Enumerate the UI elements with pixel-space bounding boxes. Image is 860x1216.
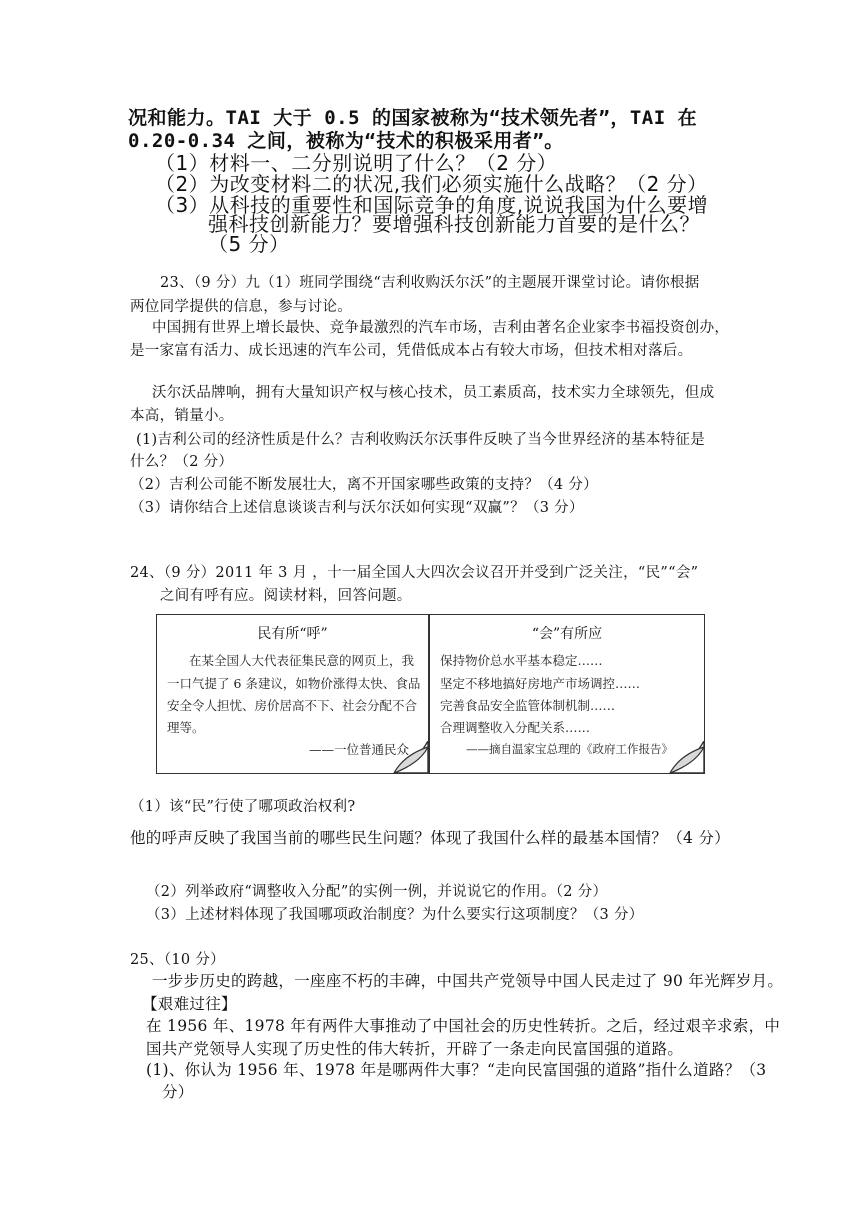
q25-line-4: 在 1956 年、1978 年有两件大事推动了中国社会的历史性转折。之后，经过艰辛求索，中 [146, 1017, 781, 1035]
card-congress-line: 完善食品安全监管体制机制…… [440, 698, 616, 713]
q23-line-1: 23、（9 分）九（1）班同学围绕“吉利收购沃尔沃”的主题展开课堂讨论。请你根据 [160, 275, 700, 291]
card-congress-line: 坚定不移地搞好房地产市场调控…… [440, 676, 641, 691]
card-congress-line: 保持物价总水平基本稳定…… [440, 653, 603, 668]
card-congress-line: 合理调整收入分配关系…… [440, 720, 591, 735]
card-people-line: 安全令人担忧、房价居高不下、社会分配不合 [167, 698, 418, 713]
q25-sub-1a: (1)、你认为 1956 年、1978 年是哪两件大事？“走向民富国强的道路”指什么道路？（3 [146, 1061, 767, 1079]
q25-line-2: 一步步历史的跨越，一座座不朽的丰碑，中国共产党领导中国人民走过了 90 年光辉岁月。 [152, 972, 784, 990]
top-line-2: 0.20-0.34 之间，被称为“技术的积极采用者”。 [128, 130, 564, 152]
q23-line-2: 两位同学提供的信息，参与讨论。 [130, 299, 352, 315]
q25-line-5: 国共产党领导人实现了历史性的伟大转折，开辟了一条走向民富国强的道路。 [146, 1040, 684, 1058]
card-people-voice [156, 614, 429, 774]
q24-line-2: 之间有呼有应。阅读材料，回答问题。 [160, 588, 412, 604]
q25-sub-1b: 分） [162, 1083, 194, 1101]
top-question-3b: 强科技创新能力？要增强科技创新能力首要的是什么？ [208, 212, 700, 236]
card-people-title: 民有所“呼” [257, 626, 328, 642]
page-curl-icon [666, 741, 706, 775]
card-congress-title: “会”有所应 [531, 626, 603, 642]
q23-para2-a: 沃尔沃品牌响，拥有大量知识产权与核心技术，员工素质高，技术实力全球领先，但成 [152, 385, 715, 401]
card-people-line: 在某全国人大代表征集民意的网页上，我 [189, 653, 415, 668]
top-question-3a: （3）从科技的重要性和国际竞争的角度,说说我国为什么要增 [155, 193, 709, 217]
top-question-2: （2）为改变材料二的状况,我们必须实施什么战略？（2 分） [155, 172, 708, 196]
top-line-1: 况和能力。TAI 大于 0.5 的国家被称为“技术领先者”，TAI 在 [128, 107, 698, 129]
card-congress-sign: ——摘自温家宝总理的《政府工作报告》 [466, 742, 673, 756]
card-people-line: 理等。 [167, 720, 205, 735]
card-people-sign: ——一位普通民众 [309, 742, 410, 757]
page-curl-icon [390, 741, 430, 775]
card-people-line: 一口气提了 6 条建议，如物价涨得太快、食品 [167, 676, 421, 691]
q23-sub-2: （2）吉利公司能不断发展壮大，离不开国家哪些政策的支持？（4 分） [130, 477, 598, 493]
q24-line-1: 24、（9 分）2011 年 3 月 ，十一届全国人大四次会议召开并受到广泛关注，“民”“会” [130, 565, 699, 581]
q24-sub-2: （2）列举政府“调整收入分配”的实例一例，并说说它的作用。（2 分） [146, 884, 608, 900]
q23-para1-b: 是一家富有活力、成长迅速的汽车公司，凭借低成本占有较大市场，但技术相对落后。 [130, 343, 693, 359]
q24-sub-1b: 他的呼声反映了我国当前的哪些民生问题？体现了我国什么样的最基本国情？（4 分） [130, 829, 730, 847]
q24-sub-3: （3）上述材料体现了我国哪项政治制度？为什么要实行这项制度？（3 分） [146, 907, 644, 923]
top-question-3c: （5 分） [208, 232, 290, 256]
q24-sub-1: （1）该“民”行使了哪项政治权利? [130, 799, 356, 815]
q25-section-heading: 【艰难过往】 [142, 995, 237, 1013]
card-congress-response [429, 614, 705, 774]
q25-line-1: 25、（10 分） [130, 952, 225, 968]
q23-para1-a: 中国拥有世界上增长最快、竞争最激烈的汽车市场，吉利由著名企业家李书福投资创办， [152, 320, 730, 336]
q23-sub-1a: (1)吉利公司的经济性质是什么？吉利收购沃尔沃事件反映了当今世界经济的基本特征是 [136, 432, 706, 448]
top-question-1: （1）材料一、二分别说明了什么？（2 分） [155, 151, 558, 175]
q23-para2-b: 本高，销量小。 [130, 408, 234, 424]
q23-sub-1b: 什么？（2 分） [130, 454, 234, 470]
q23-sub-3: （3）请你结合上述信息谈谈吉利与沃尔沃如何实现“双赢”？（3 分） [130, 500, 584, 516]
